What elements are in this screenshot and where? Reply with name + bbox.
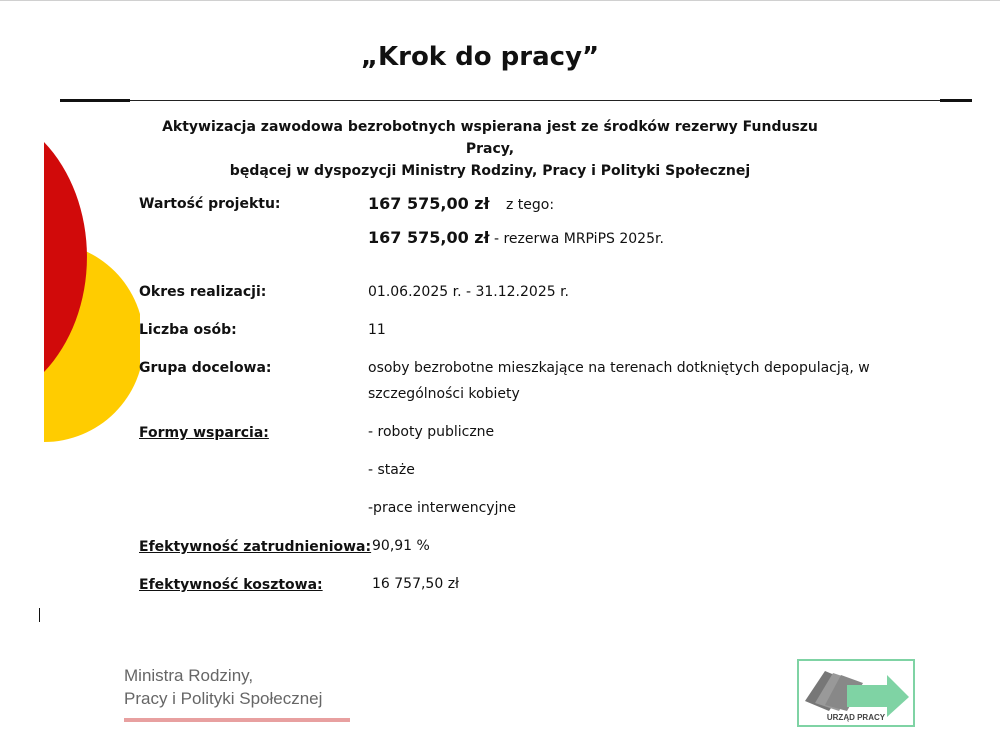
top-border: [0, 0, 1000, 1]
ministry-logo-bar: [124, 718, 350, 722]
employment-effectiveness-label: Efektywność zatrudnieniowa:: [139, 539, 372, 555]
target-group-label: Grupa docelowa:: [139, 360, 272, 376]
subtitle-line-1: Aktywizacja zawodowa bezrobotnych wspierana jest ze środków rezerwy Funduszu Pracy,: [162, 119, 818, 157]
support-form-item: -prace interwencyjne: [368, 500, 516, 516]
page-title: „Krok do pracy”: [360, 42, 600, 72]
support-forms-label: Formy wsparcia:: [139, 425, 269, 441]
decorative-semicircles: [0, 120, 140, 460]
ministry-logo-line-2: Pracy i Polityki Społecznej: [124, 689, 323, 708]
project-value-amount: 167 575,00 zł: [368, 194, 490, 213]
cost-effectiveness-label: Efektywność kosztowa:: [139, 577, 323, 593]
labour-office-logo: [797, 659, 915, 727]
project-value-reserve: - rezerwa MRPiPS 2025r.: [489, 231, 664, 247]
text-cursor: [39, 608, 40, 622]
project-value-amount-2: 167 575,00 zł: [368, 228, 490, 247]
period-label: Okres realizacji:: [139, 284, 267, 300]
ministry-logo: [124, 664, 322, 710]
project-value-of-which: z tego:: [505, 197, 555, 213]
period-value: 01.06.2025 r. - 31.12.2025 r.: [368, 284, 570, 300]
employment-effectiveness-value: 90,91 %: [372, 538, 430, 554]
divider-accent-left: [60, 99, 130, 102]
title-divider: [60, 100, 972, 101]
subtitle-line-2: będącej w dyspozycji Ministry Rodziny, Pracy i Polityki Społecznej: [229, 163, 751, 179]
project-value-row2: [368, 228, 664, 247]
target-group-value: osoby bezrobotne mieszkające na terenach dotkniętych depopulacją, w szczególności kobiety: [368, 360, 870, 402]
project-value-row1: [368, 194, 554, 213]
divider-accent-right: [940, 99, 972, 102]
cost-effectiveness-value: 16 757,50 zł: [372, 576, 460, 592]
subtitle: [140, 116, 840, 182]
people-label: Liczba osób:: [139, 322, 237, 338]
people-value: 11: [368, 322, 386, 338]
support-form-item: - roboty publiczne: [368, 424, 495, 440]
ministry-logo-line-1: Ministra Rodziny,: [124, 666, 254, 685]
support-form-item: - staże: [368, 462, 415, 478]
project-value-label: Wartość projektu:: [139, 196, 281, 212]
labour-office-logo-text: URZĄD PRACY: [826, 713, 886, 722]
